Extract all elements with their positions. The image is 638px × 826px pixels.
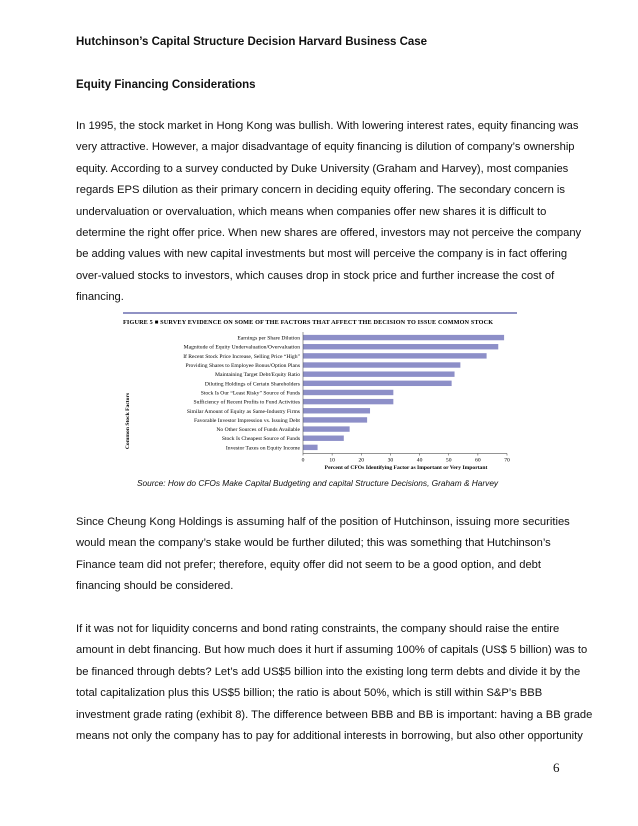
survey-bar-chart xyxy=(119,311,521,473)
paragraph-cheung-kong xyxy=(76,512,570,598)
chart-bar xyxy=(303,390,393,395)
paragraph-line: Since Cheung Kong Holdings is assuming half of the position of Hutchinson, issuing more securities xyxy=(76,516,570,528)
chart-tick-label: 50 xyxy=(445,457,452,464)
chart-category-label: Favorable Investor Impression vs. Issuing Debt xyxy=(194,417,300,424)
chart-title: FIGURE 5 ■ SURVEY EVIDENCE ON SOME OF THE FACTORS THAT AFFECT THE DECISION TO ISSUE COMMON STOCK xyxy=(123,319,494,326)
chart-bar xyxy=(303,417,367,422)
chart-bar xyxy=(303,408,370,413)
chart-bar xyxy=(303,381,452,386)
document-header: Hutchinson’s Capital Structure Decision Harvard Business Case xyxy=(76,36,428,48)
chart-category-label: Stock Is Cheapest Source of Funds xyxy=(221,436,300,443)
paragraph-line: Finance team did not prefer; therefore, equity offer did not seem to be a good option, and debt xyxy=(76,558,542,571)
chart-bar xyxy=(303,353,487,358)
chart-tick-label: 0 xyxy=(301,457,305,464)
chart-category-label: Sufficiency of Recent Profits to Fund Activities xyxy=(193,399,300,406)
chart-tick-label: 20 xyxy=(358,457,365,464)
paragraph-debt-financing xyxy=(76,619,593,747)
chart-y-axis-label: Common Stock Factors xyxy=(125,392,131,450)
chart-category-label: Magnitude of Equity Undervaluation/Overvaluation xyxy=(183,344,300,351)
paragraph-line: amount in debt financing. But how much does it hurt if assuming 100% of capitals (US$ 5 billion) was to xyxy=(76,644,588,657)
paragraph-line: would mean the company’s stake would be further diluted; this was something that Hutchinson’s xyxy=(76,537,551,550)
chart-category-label: Diluting Holdings of Certain Shareholders xyxy=(204,381,300,388)
chart-bar xyxy=(303,362,460,367)
paragraph-line: over-valued stocks to investors, which causes drop in stock price and further increase the cost of xyxy=(76,269,555,282)
paragraph-line: financing. xyxy=(76,291,124,304)
chart-tick-label: 10 xyxy=(329,457,335,464)
chart-category-label: Stock Is Our “Least Risky” Source of Funds xyxy=(200,390,300,397)
chart-category-label: Similar Amount of Equity as Same-Industry Firms xyxy=(186,408,300,415)
page-number: 6 xyxy=(553,760,560,775)
figure-caption: Source: How do CFOs Make Capital Budgeting and capital Structure Decisions, Graham & Harvey xyxy=(137,478,499,488)
chart-tick-label: 70 xyxy=(504,457,510,464)
chart-bar xyxy=(303,371,455,376)
chart-tick-label: 60 xyxy=(475,457,481,464)
paragraph-line: very attractive. However, a major disadvantage of equity financing is dilution of company’s ownership xyxy=(76,141,575,154)
chart-category-label: Earnings per Share Dilution xyxy=(237,335,300,342)
chart-category-label: If Recent Stock Price Increase, Selling Price “High” xyxy=(183,353,300,360)
chart-category-label: Maintaining Target Debt/Equity Ratio xyxy=(214,372,300,379)
chart-category-label: Providing Shares to Employee Bonus/Option Plans xyxy=(185,363,300,370)
paragraph-line: equity. According to a survey conducted by Duke University (Graham and Harvey), most companies xyxy=(76,162,569,175)
paragraph-line: means not only the company has to pay for additional interests in borrowing, but also other opportunity xyxy=(76,730,583,743)
paragraph-line: financing should be considered. xyxy=(76,580,234,593)
paragraph-equity-intro xyxy=(76,116,582,309)
chart-bar xyxy=(303,335,504,340)
chart-bar xyxy=(303,426,350,431)
chart-x-axis-label: Percent of CFOs Identifying Factor as Important or Very Important xyxy=(324,465,488,471)
chart-bar xyxy=(303,344,498,349)
paragraph-line: If it was not for liquidity concerns and bond rating constraints, the company should raise the entire xyxy=(76,623,560,635)
paragraph-line: determine the right offer price. When new shares are offered, investors may not perceive the company xyxy=(76,227,582,240)
chart-bar xyxy=(303,445,318,450)
section-heading: Equity Financing Considerations xyxy=(76,79,256,91)
paragraph-line: regards EPS dilution as their primary concern in deciding equity offering. The secondary concern is xyxy=(76,184,565,197)
paragraph-line: be adding values with new capital investments but most will perceive the company is in fact offering xyxy=(76,248,568,261)
paragraph-line: investment grade rating (exhibit 8). The difference between BBB and BB is important: having a BB grade xyxy=(76,708,593,721)
chart-category-label: No Other Sources of Funds Available xyxy=(216,427,300,434)
chart-tick-label: 40 xyxy=(416,457,423,464)
paragraph-line: be financed through debts? Let’s add US$5 billion into the existing long term debts and divide it by the xyxy=(76,665,581,678)
paragraph-line: undervaluation or overvaluation, which means when companies offer new shares it is difficult to xyxy=(76,205,547,218)
chart-bar xyxy=(303,399,393,404)
chart-tick-label: 30 xyxy=(387,457,394,464)
chart-plot-area xyxy=(183,332,510,463)
chart-bar xyxy=(303,436,344,441)
chart-category-label: Investor Taxes on Equity Income xyxy=(225,445,300,452)
paragraph-line: In 1995, the stock market in Hong Kong was bullish. With lowering interest rates, equity financing was xyxy=(76,120,579,132)
paragraph-line: total capitalization plus this US$5 billion; the ratio is about 50%, which is still within S&P’s BBB xyxy=(76,687,543,700)
